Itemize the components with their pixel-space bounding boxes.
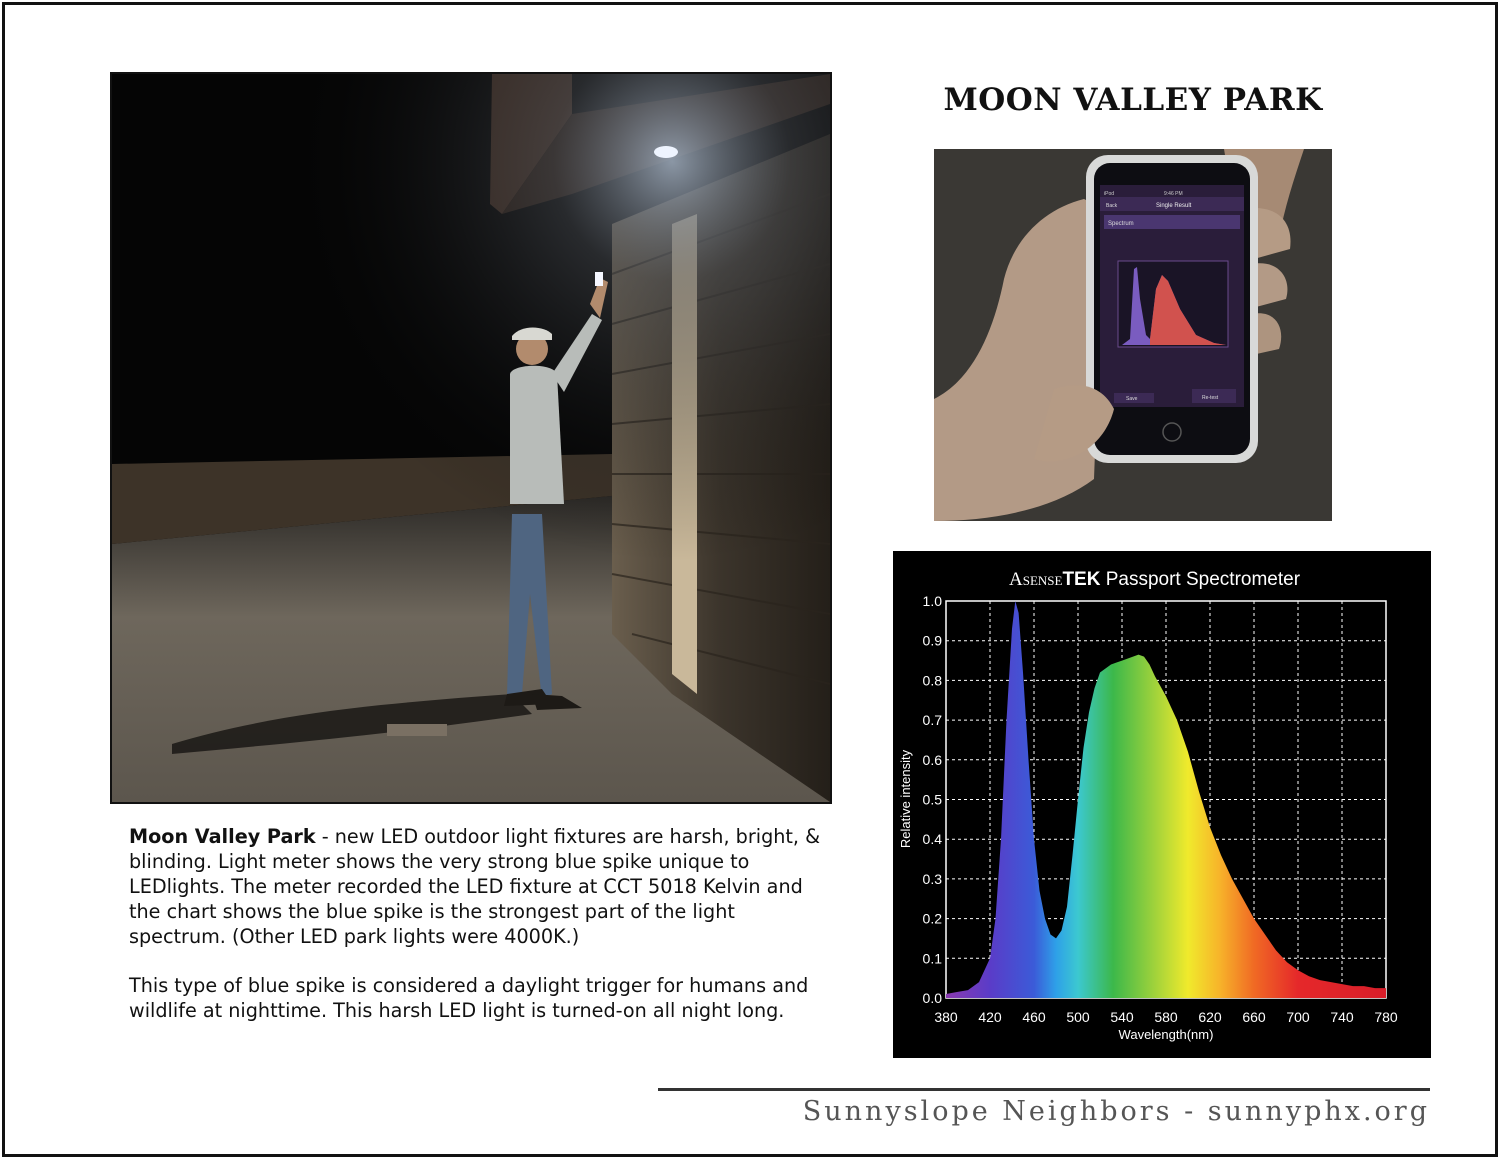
y-tick-label: 1.0: [922, 593, 942, 609]
caption-text: [129, 824, 829, 1047]
y-tick-label: 0.8: [922, 672, 942, 689]
x-tick-label: 380: [934, 1009, 958, 1025]
night-scene-illustration: [112, 74, 830, 802]
caption-paragraph-2: This type of blue spike is considered a daylight trigger for humans and wildlife at nighttime. This harsh LED light is turned-on all night long.: [129, 974, 809, 1022]
y-tick-label: 0.3: [922, 870, 942, 887]
caption-lead: Moon Valley Park: [129, 825, 316, 848]
page-title: MOON VALLEY PARK: [943, 82, 1323, 118]
y-tick-label: 0.0: [922, 990, 942, 1006]
y-axis-label: Relative intensity: [898, 749, 913, 849]
y-tick-label: 0.4: [922, 831, 942, 848]
y-tick-label: 0.1: [922, 950, 942, 967]
caption-lead-rest: - new LED outdoor light fixtures are harsh, bright, & blinding. Light meter shows the very strong blue spike unique to LEDlights. The meter recorded the LED fixture at CCT 5018 Kelvin and the chart shows the blue spike is the strongest part of the light spectrum. (Other LED park lights were 4000K.): [129, 825, 821, 948]
x-axis-label: Wavelength(nm): [1118, 1027, 1214, 1042]
phone-status-time: 9:46 PM: [1164, 191, 1183, 197]
phone-back-button[interactable]: Back: [1106, 203, 1118, 209]
x-tick-label: 660: [1242, 1009, 1266, 1025]
phone-hand-illustration: [934, 149, 1332, 521]
x-tick-label: 580: [1154, 1009, 1178, 1025]
footer-credit: Sunnyslope Neighbors - sunnyphx.org: [802, 1096, 1430, 1127]
main-photo: [110, 72, 832, 804]
footer-divider: [658, 1088, 1430, 1091]
phone-photo: [934, 149, 1332, 521]
x-tick-label: 740: [1330, 1009, 1354, 1025]
chart-title-brand-bold: TEK: [1062, 569, 1101, 590]
caption-paragraph-1: [129, 824, 829, 949]
x-tick-label: 460: [1022, 1009, 1046, 1025]
y-tick-label: 0.6: [922, 751, 942, 768]
chart-title-brand: Asense: [1009, 569, 1063, 590]
chart-title-rest: Passport Spectrometer: [1100, 569, 1301, 590]
y-tick-label: 0.5: [922, 791, 942, 808]
x-tick-label: 700: [1286, 1009, 1310, 1025]
phone-save-label: Save: [1126, 396, 1138, 402]
phone-status-left: iPod: [1104, 191, 1115, 197]
y-tick-label: 0.7: [922, 712, 942, 729]
y-tick-label: 0.2: [922, 910, 942, 927]
x-tick-label: 540: [1110, 1009, 1134, 1025]
chart-title: [1009, 569, 1301, 590]
x-tick-label: 780: [1374, 1009, 1398, 1025]
phone-section-label: Spectrum: [1108, 221, 1134, 227]
phone-retest-label: Re-test: [1202, 395, 1219, 401]
chart-svg: [893, 551, 1431, 1058]
y-tick-label: 0.9: [922, 632, 942, 649]
x-tick-label: 420: [978, 1009, 1002, 1025]
phone-screen-title: Single Result: [1156, 203, 1192, 209]
x-tick-label: 620: [1198, 1009, 1222, 1025]
x-tick-label: 500: [1066, 1009, 1090, 1025]
spectrometer-chart: [893, 551, 1431, 1058]
